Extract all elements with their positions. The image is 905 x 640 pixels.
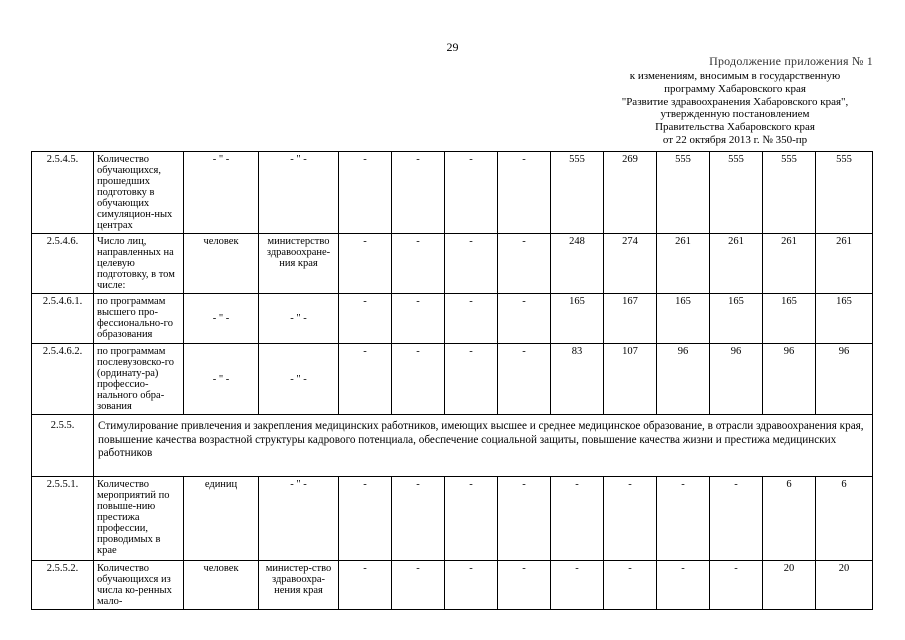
executor-cell: - " -: [259, 344, 339, 415]
section-title: Стимулирование привлечения и закрепления медицинских работников, имеющих высшее и среднее медицинское образование, в отрасли здравоохранения края, повышение качества возрастной структуры кадрового потенциала, обеспечение социальной защиты, повышение качества жизни и престижа медицинских работников: [94, 415, 873, 477]
value-cell: -: [339, 152, 392, 234]
value-cell: -: [604, 561, 657, 610]
indicator-name: по программам высшего про-фессионально-го образования: [94, 294, 184, 344]
row-number: 2.5.5.2.: [32, 561, 94, 610]
value-cell: -: [392, 561, 445, 610]
value-cell: 555: [816, 152, 873, 234]
executor-cell: - " -: [259, 294, 339, 344]
value-cell: -: [339, 561, 392, 610]
value-cell: 555: [763, 152, 816, 234]
annex-line: "Развитие здравоохранения Хабаровского края",: [621, 95, 849, 108]
row-number: 2.5.4.6.2.: [32, 344, 94, 415]
value-cell: -: [339, 234, 392, 294]
executor-cell: министер-ство здравоохра-нения края: [259, 561, 339, 610]
value-cell: -: [392, 477, 445, 561]
value-cell: 274: [604, 234, 657, 294]
annex-line: Правительства Хабаровского края: [655, 121, 815, 134]
value-cell: 96: [710, 344, 763, 415]
unit-cell: - " -: [184, 294, 259, 344]
value-cell: 555: [710, 152, 763, 234]
value-cell: 555: [551, 152, 604, 234]
row-number: 2.5.4.6.: [32, 234, 94, 294]
table-row: [32, 234, 873, 294]
value-cell: 261: [657, 234, 710, 294]
value-cell: -: [445, 561, 498, 610]
indicator-name: Количество мероприятий по повыше-нию престижа профессии, проводимых в крае: [94, 477, 184, 561]
value-cell: 248: [551, 234, 604, 294]
annex-line: к изменениям, вносимым в государственную: [629, 70, 841, 82]
value-cell: -: [339, 477, 392, 561]
section-row: [32, 415, 873, 477]
value-cell: -: [445, 152, 498, 234]
value-cell: -: [657, 561, 710, 610]
value-cell: -: [498, 344, 551, 415]
table-row: [32, 294, 873, 344]
value-cell: -: [392, 294, 445, 344]
value-cell: -: [498, 477, 551, 561]
value-cell: 6: [763, 477, 816, 561]
section-body: [32, 415, 873, 477]
value-cell: -: [551, 477, 604, 561]
table-row: [32, 344, 873, 415]
unit-cell: человек: [184, 561, 259, 610]
value-cell: 20: [816, 561, 873, 610]
value-cell: -: [604, 477, 657, 561]
row-number: 2.5.5.1.: [32, 477, 94, 561]
value-cell: 20: [763, 561, 816, 610]
value-cell: 269: [604, 152, 657, 234]
table-row: [32, 477, 873, 561]
value-cell: 96: [816, 344, 873, 415]
section-number: 2.5.5.: [32, 415, 94, 477]
value-cell: -: [498, 152, 551, 234]
executor-cell: - " -: [259, 152, 339, 234]
value-cell: -: [339, 344, 392, 415]
page-number: 29: [446, 40, 459, 54]
value-cell: -: [710, 561, 763, 610]
table-body-2: [32, 477, 873, 610]
value-cell: 165: [710, 294, 763, 344]
value-cell: 167: [604, 294, 657, 344]
value-cell: 96: [657, 344, 710, 415]
value-cell: -: [339, 294, 392, 344]
indicator-name: Количество обучающихся из числа ко-ренных мало-: [94, 561, 184, 610]
indicator-name: Количество обучающихся, прошедших подготовку в обучающих симуляцион-ных центрах: [94, 152, 184, 234]
value-cell: -: [498, 234, 551, 294]
value-cell: 555: [657, 152, 710, 234]
value-cell: 96: [763, 344, 816, 415]
indicator-name: Число лиц, направленных на целевую подготовку, в том числе:: [94, 234, 184, 294]
value-cell: 165: [763, 294, 816, 344]
value-cell: -: [445, 477, 498, 561]
value-cell: -: [392, 152, 445, 234]
annex-line: от 22 октября 2013 г. № 350-пр: [662, 133, 808, 146]
indicator-name: по программам послевузовско-го (ординату-ра) профессио-нального обра-зования: [94, 344, 184, 415]
value-cell: 165: [816, 294, 873, 344]
row-number: 2.5.4.6.1.: [32, 294, 94, 344]
table-row: [32, 561, 873, 610]
unit-cell: - " -: [184, 344, 259, 415]
value-cell: 6: [816, 477, 873, 561]
annex-block: [560, 70, 905, 147]
indicator-table: [31, 151, 873, 610]
value-cell: 261: [816, 234, 873, 294]
value-cell: -: [392, 234, 445, 294]
unit-cell: человек: [184, 234, 259, 294]
value-cell: -: [445, 294, 498, 344]
value-cell: 261: [763, 234, 816, 294]
continuation-label: Продолжение приложения № 1: [709, 54, 873, 68]
value-cell: -: [498, 294, 551, 344]
annex-line: утвержденную постановлением: [660, 108, 810, 121]
value-cell: 165: [657, 294, 710, 344]
value-cell: -: [657, 477, 710, 561]
value-cell: 165: [551, 294, 604, 344]
executor-cell: - " -: [259, 477, 339, 561]
executor-cell: министерство здравоохране-ния края: [259, 234, 339, 294]
table-body: [32, 152, 873, 415]
table-row: [32, 152, 873, 234]
value-cell: -: [710, 477, 763, 561]
value-cell: -: [445, 344, 498, 415]
value-cell: -: [392, 344, 445, 415]
row-number: 2.5.4.5.: [32, 152, 94, 234]
value-cell: 261: [710, 234, 763, 294]
value-cell: 107: [604, 344, 657, 415]
value-cell: 83: [551, 344, 604, 415]
unit-cell: - " -: [184, 152, 259, 234]
value-cell: -: [551, 561, 604, 610]
annex-line: программу Хабаровского края: [664, 82, 806, 95]
value-cell: -: [498, 561, 551, 610]
unit-cell: единиц: [184, 477, 259, 561]
value-cell: -: [445, 234, 498, 294]
